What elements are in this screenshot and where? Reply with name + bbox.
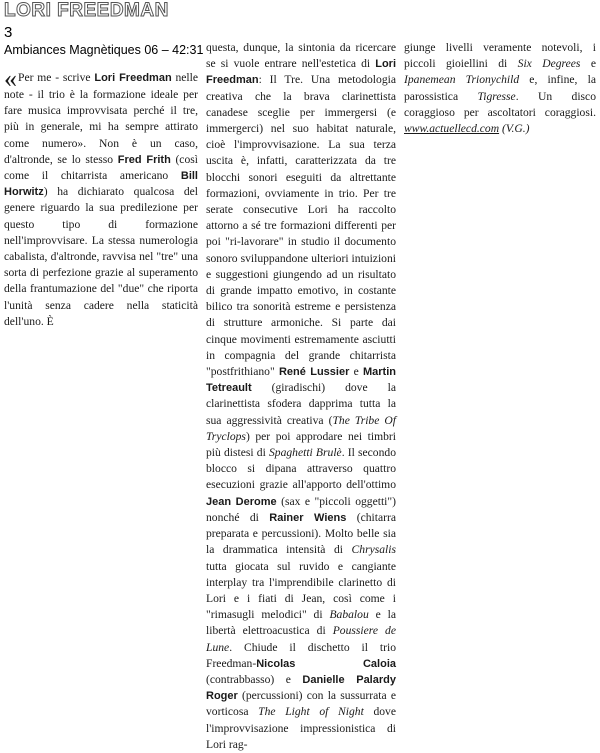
- artist-name: Fred Frith: [117, 153, 171, 166]
- column-1: [4, 64, 198, 330]
- text: questa, dunque, la sintonia da ricercare se si vuole entrare nell'estetica di: [206, 41, 396, 71]
- text: (giradischi) dove la clarinettista sfodera dapprima tutta la sua aggressività creativa (: [206, 381, 396, 427]
- quote-mark: «: [4, 64, 17, 93]
- text: tutta giocata sul ruvido e cangiante interplay tra l'imprendibile clarinetto di Lori e i fiati di Jean, così come i "rimasugli melodici" di: [206, 559, 396, 622]
- text: ) ha dichiarato qualcosa del genere riguardo la sua predilezione per questo tipo di formazione nell'improvvisare. La stessa numerologia cabalista, d'altronde, ravvisa nel "tre" una sorta di perfezione grazie al superamento della frantumazione del "due" che riporta l'unità senza cadere nella staticità dell'uno. È: [4, 185, 198, 328]
- artist-name: Rainer Wiens: [269, 511, 347, 524]
- website-link[interactable]: www.actuellecd.com: [404, 122, 500, 136]
- text: (chitarra preparata e percussioni). Molto belle sia la drammatica intensità di: [206, 510, 396, 557]
- paragraph: [4, 64, 198, 330]
- artist-name: Lori Freedman: [94, 72, 172, 84]
- artist-name: Bill Horwitz: [4, 170, 198, 199]
- artist-name: Jean Derome: [206, 495, 277, 508]
- artist-name: Martin Tetreault: [206, 366, 396, 395]
- track-title: Ipanemean Trionychild: [404, 73, 520, 87]
- track-title: The Light of Night: [258, 705, 364, 719]
- text: ) per poi approdare nei timbri più distesi di: [206, 429, 396, 460]
- label-info: Ambiances Magnètiques 06 – 42:31: [4, 43, 204, 57]
- text: (sax e "piccoli oggetti") nonché di: [206, 494, 396, 524]
- text: Per me - scrive: [18, 71, 95, 84]
- text: e la libertà elettroacustica di: [206, 608, 396, 638]
- paragraph: [206, 40, 396, 753]
- text: (contrabbasso) e: [206, 672, 303, 686]
- artist-name: Nicolas Caloia: [256, 657, 396, 670]
- track-title: Babalou: [329, 608, 369, 622]
- artist-name: Danielle Palardy Roger: [206, 673, 396, 703]
- text: giunge livelli veramente notevoli, i piccoli gioiellini di: [404, 41, 596, 71]
- author-signature: (V.G.): [499, 122, 530, 136]
- text: e, infine, la parossistica: [404, 73, 596, 103]
- text: e: [580, 57, 596, 71]
- text: (percussioni) con la sussurrata e vorticosa: [206, 689, 396, 719]
- artist-name: René Lussier: [278, 366, 350, 379]
- column-2: [206, 40, 396, 753]
- text: . Un disco coraggioso per ascoltatori coraggiosi.: [404, 89, 596, 119]
- track-title: Poussiere de Lune: [206, 624, 396, 654]
- track-title: Tigresse: [477, 89, 516, 103]
- text: dove l'improvvisazione impressionistica di Lori rag-: [206, 705, 396, 751]
- track-title: Six Degrees: [517, 57, 581, 71]
- track-title: Spaghetti Brulè: [268, 446, 342, 460]
- artist-name: Lori Freedman: [206, 58, 396, 87]
- text: (così come il chitarrista americano: [4, 152, 198, 183]
- text: e: [349, 365, 363, 379]
- text: . Chiude il dischetto il trio Freedman-: [206, 640, 396, 670]
- rating: 3: [4, 24, 13, 41]
- text: nelle note - il trio è la formazione ideale per fare musica improvvisata perché il tre, più in generale, mi ha sempre attirato come numero». Non è un caso, d'altronde, se lo stesso: [4, 71, 198, 166]
- text: : Il Tre. Una metodologia creativa che la brava clarinettista canadese sceglie per immergersi (e immergerci) nel suo habitat naturale, cioè l'improvvisazione. La sua terza uscita è, infatti, caratterizzata da tre blocchi sonori eseguiti da altrettante formazioni, ovviamente in trio. Per tre serate consecutive Lori ha raccolto attorno a sé tre formazioni differenti per poi "ri-lavorare" in studio il documento sonoro sviluppandone ulteriori intuizioni e suggestioni giungendo ad un risultato di grande impatto emotivo, in costante bilico tra sonorità estreme e persistenza di strutture armoniche. Si parte dai cinque movimenti estremamente asciutti in compagnia del grande chitarrista "postfrithiano": [206, 73, 396, 379]
- artist-title: LORI FREEDMAN: [4, 0, 169, 21]
- paragraph: [404, 40, 596, 137]
- text: . Il secondo blocco si dipana attraverso quattro esecuzioni grazie all'apporto dell'ottimo: [206, 446, 396, 492]
- column-3: [404, 40, 596, 137]
- track-title: Chrysalis: [351, 543, 396, 557]
- track-title: The Tribe Of Tryclops: [206, 413, 396, 443]
